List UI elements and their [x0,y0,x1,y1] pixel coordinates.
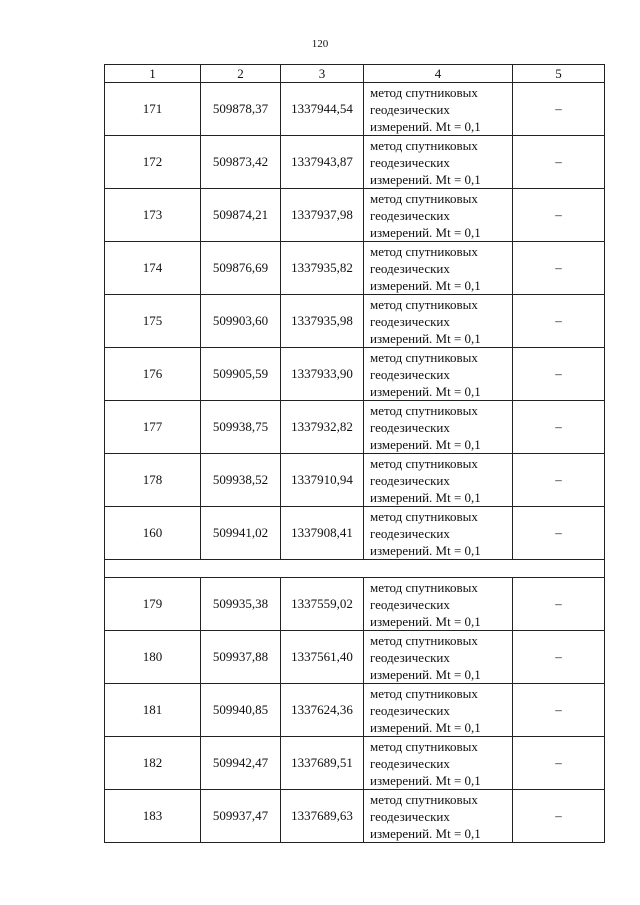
point-number-cell: 175 [105,295,201,348]
method-line: измерений. Mt = 0,1 [370,277,481,293]
method-cell [364,83,513,136]
table-row [105,295,605,348]
method-line: измерений. Mt = 0,1 [370,542,481,558]
description-cell: – [513,348,605,401]
method-line: метод спутниковых [370,738,478,754]
table-row [105,401,605,454]
y-coordinate-cell: 1337932,82 [281,401,364,454]
method-line: измерений. Mt = 0,1 [370,825,481,841]
method-cell [364,136,513,189]
y-coordinate-cell: 1337561,40 [281,631,364,684]
separator-row [105,560,605,578]
method-line: геодезических [370,702,450,718]
header-cell-2: 2 [201,65,281,83]
table-row [105,348,605,401]
method-cell [364,189,513,242]
method-line: геодезических [370,596,450,612]
method-line: измерений. Mt = 0,1 [370,613,481,629]
table-row [105,242,605,295]
method-line: метод спутниковых [370,190,478,206]
header-cell-5: 5 [513,65,605,83]
separator-cell [105,560,605,578]
description-cell: – [513,737,605,790]
y-coordinate-cell: 1337624,36 [281,684,364,737]
method-cell [364,295,513,348]
page-number: 120 [311,38,329,50]
y-coordinate-cell: 1337933,90 [281,348,364,401]
x-coordinate-cell: 509873,42 [201,136,281,189]
x-coordinate-cell: 509903,60 [201,295,281,348]
method-line: геодезических [370,808,450,824]
x-coordinate-cell: 509938,75 [201,401,281,454]
method-line: геодезических [370,649,450,665]
method-cell [364,507,513,560]
method-line: метод спутниковых [370,791,478,807]
method-line: метод спутниковых [370,685,478,701]
method-cell [364,401,513,454]
description-cell: – [513,578,605,631]
table-row [105,189,605,242]
point-number-cell: 160 [105,507,201,560]
method-line: измерений. Mt = 0,1 [370,383,481,399]
description-cell: – [513,401,605,454]
method-line: геодезических [370,366,450,382]
method-line: измерений. Mt = 0,1 [370,171,481,187]
method-line: геодезических [370,313,450,329]
y-coordinate-cell: 1337559,02 [281,578,364,631]
method-cell [364,348,513,401]
description-cell: – [513,507,605,560]
y-coordinate-cell: 1337935,82 [281,242,364,295]
method-cell [364,631,513,684]
method-line: метод спутниковых [370,402,478,418]
method-cell [364,790,513,843]
method-line: измерений. Mt = 0,1 [370,224,481,240]
point-number-cell: 176 [105,348,201,401]
table-row [105,83,605,136]
y-coordinate-cell: 1337944,54 [281,83,364,136]
x-coordinate-cell: 509942,47 [201,737,281,790]
x-coordinate-cell: 509940,85 [201,684,281,737]
point-number-cell: 179 [105,578,201,631]
method-line: измерений. Mt = 0,1 [370,489,481,505]
method-line: измерений. Mt = 0,1 [370,666,481,682]
point-number-cell: 173 [105,189,201,242]
x-coordinate-cell: 509935,38 [201,578,281,631]
method-line: измерений. Mt = 0,1 [370,330,481,346]
point-number-cell: 183 [105,790,201,843]
y-coordinate-cell: 1337937,98 [281,189,364,242]
x-coordinate-cell: 509876,69 [201,242,281,295]
y-coordinate-cell: 1337689,51 [281,737,364,790]
method-line: метод спутниковых [370,349,478,365]
table-row [105,454,605,507]
method-cell [364,684,513,737]
method-line: метод спутниковых [370,243,478,259]
method-line: метод спутниковых [370,508,478,524]
method-line: геодезических [370,472,450,488]
method-line: метод спутниковых [370,632,478,648]
x-coordinate-cell: 509938,52 [201,454,281,507]
method-line: метод спутниковых [370,455,478,471]
x-coordinate-cell: 509878,37 [201,83,281,136]
table-row [105,631,605,684]
method-line: геодезических [370,525,450,541]
description-cell: – [513,189,605,242]
x-coordinate-cell: 509874,21 [201,189,281,242]
x-coordinate-cell: 509937,47 [201,790,281,843]
point-number-cell: 181 [105,684,201,737]
method-cell [364,454,513,507]
x-coordinate-cell: 509937,88 [201,631,281,684]
method-line: метод спутниковых [370,296,478,312]
x-coordinate-cell: 509941,02 [201,507,281,560]
y-coordinate-cell: 1337935,98 [281,295,364,348]
point-number-cell: 172 [105,136,201,189]
method-line: измерений. Mt = 0,1 [370,118,481,134]
table-row [105,507,605,560]
y-coordinate-cell: 1337910,94 [281,454,364,507]
method-line: измерений. Mt = 0,1 [370,772,481,788]
point-number-cell: 174 [105,242,201,295]
table-row [105,578,605,631]
header-cell-1: 1 [105,65,201,83]
point-number-cell: 171 [105,83,201,136]
table-header-row [105,65,605,83]
table-row [105,136,605,189]
point-number-cell: 182 [105,737,201,790]
x-coordinate-cell: 509905,59 [201,348,281,401]
header-cell-3: 3 [281,65,364,83]
header-cell-4: 4 [364,65,513,83]
point-number-cell: 180 [105,631,201,684]
y-coordinate-cell: 1337908,41 [281,507,364,560]
method-line: измерений. Mt = 0,1 [370,436,481,452]
method-line: геодезических [370,101,450,117]
y-coordinate-cell: 1337689,63 [281,790,364,843]
method-line: геодезических [370,154,450,170]
description-cell: – [513,242,605,295]
method-cell [364,242,513,295]
method-line: метод спутниковых [370,84,478,100]
coordinates-table [104,64,605,843]
method-line: геодезических [370,260,450,276]
y-coordinate-cell: 1337943,87 [281,136,364,189]
method-line: геодезических [370,419,450,435]
point-number-cell: 177 [105,401,201,454]
table-row [105,684,605,737]
point-number-cell: 178 [105,454,201,507]
description-cell: – [513,631,605,684]
method-line: метод спутниковых [370,137,478,153]
table-row [105,790,605,843]
method-cell [364,737,513,790]
method-line: геодезических [370,207,450,223]
table-row [105,737,605,790]
method-line: измерений. Mt = 0,1 [370,719,481,735]
description-cell: – [513,684,605,737]
method-line: метод спутниковых [370,579,478,595]
description-cell: – [513,83,605,136]
description-cell: – [513,454,605,507]
method-line: геодезических [370,755,450,771]
description-cell: – [513,136,605,189]
description-cell: – [513,295,605,348]
description-cell: – [513,790,605,843]
method-cell [364,578,513,631]
